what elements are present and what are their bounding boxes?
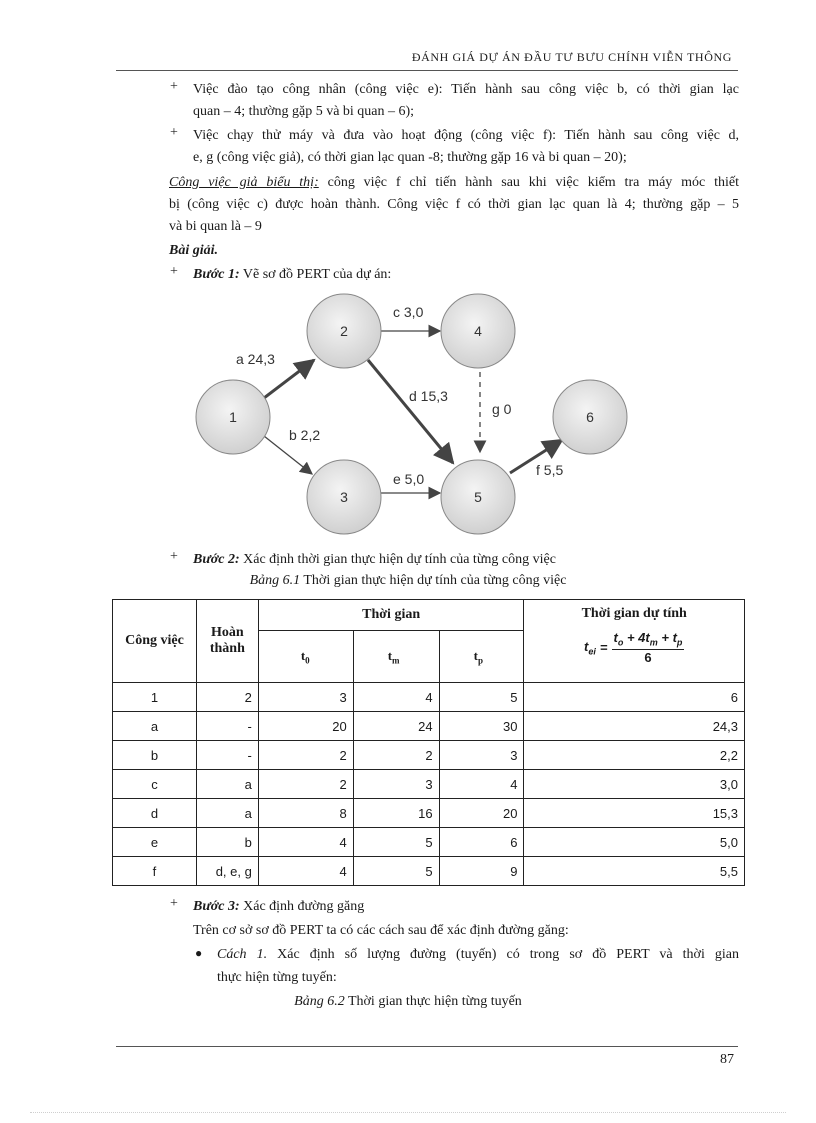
expected-title: Thời gian dự tính (581, 606, 687, 621)
cell-job: b (113, 741, 197, 770)
bullet-dot: ● (195, 946, 203, 960)
cell-job: d (113, 799, 197, 828)
node-3 (307, 460, 381, 534)
table1-caption-text: Thời gian thực hiện dự tính của từng công việc (300, 573, 567, 588)
cell-job: f (113, 857, 197, 886)
cell-done: - (196, 712, 258, 741)
node-label-6: 6 (586, 409, 594, 425)
node-5 (441, 460, 515, 534)
table1-caption-label: Bảng 6.1 (249, 573, 301, 588)
dummy-task-line2: bị (công việc c) được hoàn thành. Công việc f có thời gian lạc quan là 4; thường gặp – 5 (169, 197, 739, 212)
cell-tm: 3 (353, 770, 439, 799)
method1-line1 (217, 944, 739, 966)
edge-label-e: e 5,0 (393, 471, 425, 487)
cell-tp: 5 (439, 683, 524, 712)
cell-expected: 5,0 (524, 828, 745, 857)
cell-expected: 6 (524, 683, 745, 712)
cell-t0: 8 (258, 799, 353, 828)
step3-text: Xác định đường găng (239, 899, 365, 914)
cell-t0: 3 (258, 683, 353, 712)
cell-expected: 3,0 (524, 770, 745, 799)
cell-tm: 4 (353, 683, 439, 712)
page-number: 87 (720, 1052, 734, 1067)
expected-formula (530, 630, 738, 665)
cell-done: d, e, g (196, 857, 258, 886)
table-row (113, 828, 745, 857)
method1-label: Cách 1. (217, 947, 268, 962)
table-row (113, 770, 745, 799)
cell-tp: 6 (439, 828, 524, 857)
bullet-plus: + (170, 549, 178, 564)
edge-label-g: g 0 (492, 401, 512, 417)
table2-caption-label: Bảng 6.2 (294, 994, 345, 1009)
table2-caption (0, 994, 816, 1010)
step3-label: Bước 3: (193, 899, 240, 914)
node-label-3: 3 (340, 489, 348, 505)
task-f-line1: Việc chạy thử máy và đưa vào hoạt động (công việc f): Tiến hành sau công việc d, (193, 128, 739, 143)
cell-job: 1 (113, 683, 197, 712)
cell-t0: 20 (258, 712, 353, 741)
cell-done: a (196, 770, 258, 799)
node-label-1: 1 (229, 409, 237, 425)
edge-label-d: d 15,3 (409, 388, 448, 404)
cell-tm: 16 (353, 799, 439, 828)
cell-done: a (196, 799, 258, 828)
cell-tm: 2 (353, 741, 439, 770)
formula-fraction (612, 630, 685, 665)
dummy-task-text1: công việc f chỉ tiến hành sau khi việc kiểm tra máy móc thiết (318, 175, 739, 190)
task-e-line2: quan – 4; thường gặp 5 và bi quan – 6); (193, 104, 415, 119)
cell-expected: 15,3 (524, 799, 745, 828)
task-f-line2: e, g (công việc giả), có thời gian lạc quan -8; thường gặp 16 và bi quan – 20); (193, 150, 627, 165)
node-label-5: 5 (474, 489, 482, 505)
table-row (113, 799, 745, 828)
formula-eq: = (599, 639, 608, 655)
running-header: ĐÁNH GIÁ DỰ ÁN ĐẦU TƯ BƯU CHÍNH VIỄN THÔNG (411, 50, 732, 64)
step2-label: Bước 2: (193, 552, 240, 567)
page-edge-dots (30, 1112, 786, 1113)
node-1 (196, 380, 270, 454)
cell-expected: 5,5 (524, 857, 745, 886)
cell-t0: 2 (258, 770, 353, 799)
step2-text: Xác định thời gian thực hiện dự tính của từng công việc (239, 552, 556, 567)
task-e-line1: Việc đào tạo công nhân (công việc e): Tiến hành sau công việc b, có thời gian lạc (193, 82, 739, 97)
cell-job: a (113, 712, 197, 741)
cell-job: e (113, 828, 197, 857)
cell-t0: 4 (258, 857, 353, 886)
cell-tp: 3 (439, 741, 524, 770)
formula-lhs: $t_{ei}$ (584, 638, 596, 657)
edge-label-f: f 5,5 (536, 462, 564, 478)
dummy-task-label: Công việc giả biểu thị: (169, 175, 319, 190)
bullet-plus: + (170, 125, 178, 140)
bullet-plus: + (170, 896, 178, 911)
table-row (113, 857, 745, 886)
node-label-4: 4 (474, 323, 482, 339)
cell-tp: 20 (439, 799, 524, 828)
col-header-tp: $t_p$ (439, 631, 524, 683)
step2-line (193, 549, 556, 571)
edge-label-b: b 2,2 (289, 427, 321, 443)
col-header-time: Thời gian (258, 600, 524, 631)
formula-denominator: 6 (644, 649, 652, 665)
cell-tp: 4 (439, 770, 524, 799)
col-header-done: Hoàn thành (196, 600, 258, 683)
pert-diagram (0, 0, 816, 560)
step1-text: Vẽ sơ đồ PERT của dự án: (239, 267, 392, 282)
cell-tm: 5 (353, 857, 439, 886)
cell-expected: 2,2 (524, 741, 745, 770)
method1-text1: Xác định số lượng đường (tuyến) có trong sơ đồ PERT và thời gian (267, 947, 739, 962)
bullet-plus: + (170, 264, 178, 279)
table-6-1 (112, 599, 745, 886)
step3-line (193, 896, 364, 918)
node-4 (441, 294, 515, 368)
cell-tp: 9 (439, 857, 524, 886)
bullet-plus: + (170, 79, 178, 94)
col-header-job: Công việc (113, 600, 197, 683)
table1-caption (0, 573, 816, 589)
node-2 (307, 294, 381, 368)
dummy-task-line3: và bi quan là – 9 (169, 219, 262, 234)
col-header-tm: $t_m$ (353, 631, 439, 683)
node-6 (553, 380, 627, 454)
cell-t0: 2 (258, 741, 353, 770)
cell-t0: 4 (258, 828, 353, 857)
footer-rule (116, 1046, 738, 1047)
edge-label-a: a 24,3 (236, 351, 275, 367)
cell-job: c (113, 770, 197, 799)
col-header-t0: $t_0$ (258, 631, 353, 683)
solution-title: Bài giải. (169, 243, 219, 258)
cell-expected: 24,3 (524, 712, 745, 741)
cell-tm: 24 (353, 712, 439, 741)
step1-label: Bước 1: (193, 267, 240, 282)
edge-d (368, 360, 453, 463)
method1-line2: thực hiện từng tuyến: (217, 970, 337, 985)
table2-caption-text: Thời gian thực hiện từng tuyến (344, 994, 522, 1009)
cell-tp: 30 (439, 712, 524, 741)
step3-intro: Trên cơ sở sơ đồ PERT ta có các cách sau để xác định đường găng: (193, 923, 569, 938)
table-row (113, 683, 745, 712)
table-row (113, 741, 745, 770)
table-6-1-body (113, 683, 745, 886)
formula-numerator: $t_o + 4t_m + t_p$ (613, 630, 683, 648)
edge-label-c: c 3,0 (393, 304, 424, 320)
cell-done: - (196, 741, 258, 770)
cell-done: 2 (196, 683, 258, 712)
table-row (113, 712, 745, 741)
cell-tm: 5 (353, 828, 439, 857)
col-header-expected (524, 600, 745, 683)
cell-done: b (196, 828, 258, 857)
node-label-2: 2 (340, 323, 348, 339)
